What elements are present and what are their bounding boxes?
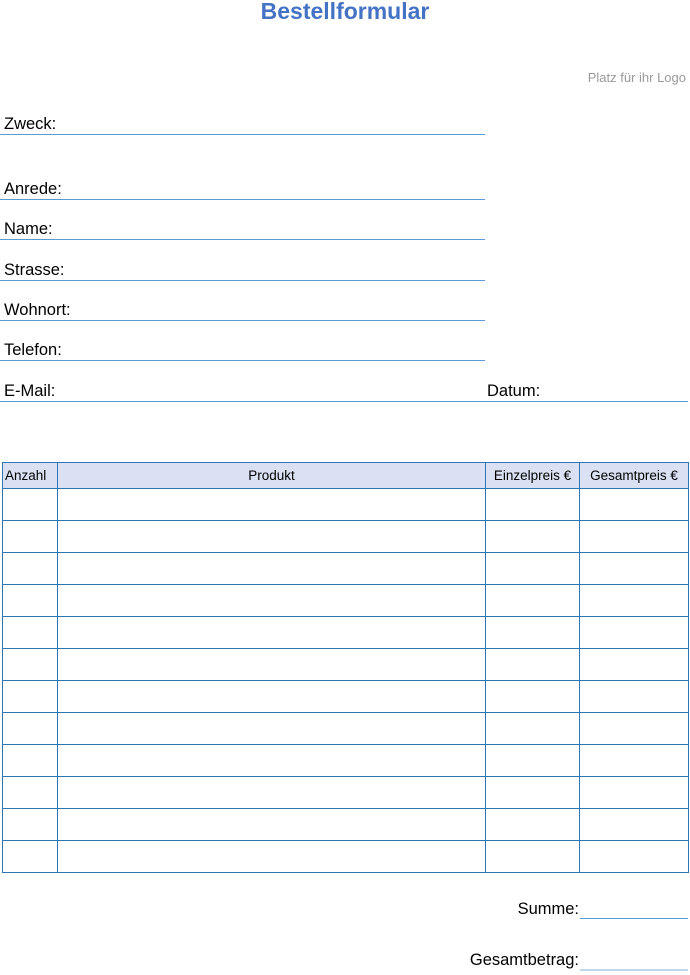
table-row xyxy=(3,809,689,841)
field-email-label: E-Mail: xyxy=(4,382,56,400)
cell-einzelpreis[interactable] xyxy=(486,809,580,841)
cell-anzahl[interactable] xyxy=(3,585,58,617)
cell-gesamtpreis[interactable] xyxy=(580,649,689,681)
cell-einzelpreis[interactable] xyxy=(486,649,580,681)
table-row xyxy=(3,553,689,585)
cell-gesamtpreis[interactable] xyxy=(580,585,689,617)
cell-gesamtpreis[interactable] xyxy=(580,521,689,553)
summe-field[interactable] xyxy=(580,918,688,919)
field-anrede[interactable] xyxy=(0,179,485,200)
cell-anzahl[interactable] xyxy=(3,777,58,809)
gesamtbetrag-label: Gesamtbetrag: xyxy=(469,951,579,969)
cell-gesamtpreis[interactable] xyxy=(580,713,689,745)
field-telefon[interactable] xyxy=(0,340,485,361)
cell-produkt[interactable] xyxy=(58,809,486,841)
table-body xyxy=(3,489,689,873)
cell-produkt[interactable] xyxy=(58,585,486,617)
table-row xyxy=(3,649,689,681)
cell-produkt[interactable] xyxy=(58,489,486,521)
header-anzahl: Anzahl xyxy=(3,463,58,489)
table-row xyxy=(3,585,689,617)
cell-einzelpreis[interactable] xyxy=(486,681,580,713)
cell-gesamtpreis[interactable] xyxy=(580,809,689,841)
cell-anzahl[interactable] xyxy=(3,809,58,841)
cell-produkt[interactable] xyxy=(58,745,486,777)
cell-produkt[interactable] xyxy=(58,713,486,745)
cell-anzahl[interactable] xyxy=(3,745,58,777)
header-gesamtpreis: Gesamtpreis € xyxy=(580,463,689,489)
cell-gesamtpreis[interactable] xyxy=(580,841,689,873)
field-zweck[interactable] xyxy=(0,114,485,135)
cell-gesamtpreis[interactable] xyxy=(580,777,689,809)
cell-produkt[interactable] xyxy=(58,841,486,873)
cell-produkt[interactable] xyxy=(58,777,486,809)
form-title: Bestellformular xyxy=(260,0,430,24)
cell-gesamtpreis[interactable] xyxy=(580,553,689,585)
cell-einzelpreis[interactable] xyxy=(486,713,580,745)
field-strasse[interactable] xyxy=(0,260,485,281)
cell-gesamtpreis[interactable] xyxy=(580,681,689,713)
cell-anzahl[interactable] xyxy=(3,841,58,873)
cell-produkt[interactable] xyxy=(58,617,486,649)
cell-produkt[interactable] xyxy=(58,553,486,585)
cell-anzahl[interactable] xyxy=(3,521,58,553)
table-row xyxy=(3,713,689,745)
table-row xyxy=(3,489,689,521)
cell-anzahl[interactable] xyxy=(3,553,58,585)
cell-produkt[interactable] xyxy=(58,649,486,681)
cell-produkt[interactable] xyxy=(58,681,486,713)
table-row xyxy=(3,521,689,553)
cell-einzelpreis[interactable] xyxy=(486,521,580,553)
gesamtbetrag-field[interactable] xyxy=(580,969,688,971)
logo-placeholder: Platz für ihr Logo xyxy=(587,70,686,85)
field-zweck-label: Zweck: xyxy=(4,115,57,133)
field-name[interactable] xyxy=(0,219,485,240)
cell-gesamtpreis[interactable] xyxy=(580,745,689,777)
table-row xyxy=(3,841,689,873)
field-email[interactable] xyxy=(0,381,484,402)
table-row xyxy=(3,681,689,713)
cell-einzelpreis[interactable] xyxy=(486,745,580,777)
field-strasse-label: Strasse: xyxy=(4,261,65,279)
field-telefon-label: Telefon: xyxy=(4,341,62,359)
field-anrede-label: Anrede: xyxy=(4,180,62,198)
cell-anzahl[interactable] xyxy=(3,649,58,681)
cell-gesamtpreis[interactable] xyxy=(580,489,689,521)
cell-einzelpreis[interactable] xyxy=(486,617,580,649)
cell-einzelpreis[interactable] xyxy=(486,553,580,585)
cell-anzahl[interactable] xyxy=(3,617,58,649)
cell-anzahl[interactable] xyxy=(3,681,58,713)
field-wohnort[interactable] xyxy=(0,300,485,321)
table-header-row xyxy=(3,463,689,489)
field-wohnort-label: Wohnort: xyxy=(4,301,71,319)
header-produkt: Produkt xyxy=(58,463,486,489)
order-table xyxy=(2,462,689,873)
field-datum[interactable] xyxy=(483,381,688,402)
cell-einzelpreis[interactable] xyxy=(486,489,580,521)
header-einzelpreis: Einzelpreis € xyxy=(486,463,580,489)
table-row xyxy=(3,745,689,777)
field-datum-label: Datum: xyxy=(487,382,541,400)
table-row xyxy=(3,617,689,649)
table-row xyxy=(3,777,689,809)
cell-gesamtpreis[interactable] xyxy=(580,617,689,649)
cell-anzahl[interactable] xyxy=(3,713,58,745)
cell-einzelpreis[interactable] xyxy=(486,585,580,617)
summe-label: Summe: xyxy=(517,900,579,918)
cell-einzelpreis[interactable] xyxy=(486,841,580,873)
cell-einzelpreis[interactable] xyxy=(486,777,580,809)
cell-anzahl[interactable] xyxy=(3,489,58,521)
cell-produkt[interactable] xyxy=(58,521,486,553)
field-name-label: Name: xyxy=(4,220,53,238)
